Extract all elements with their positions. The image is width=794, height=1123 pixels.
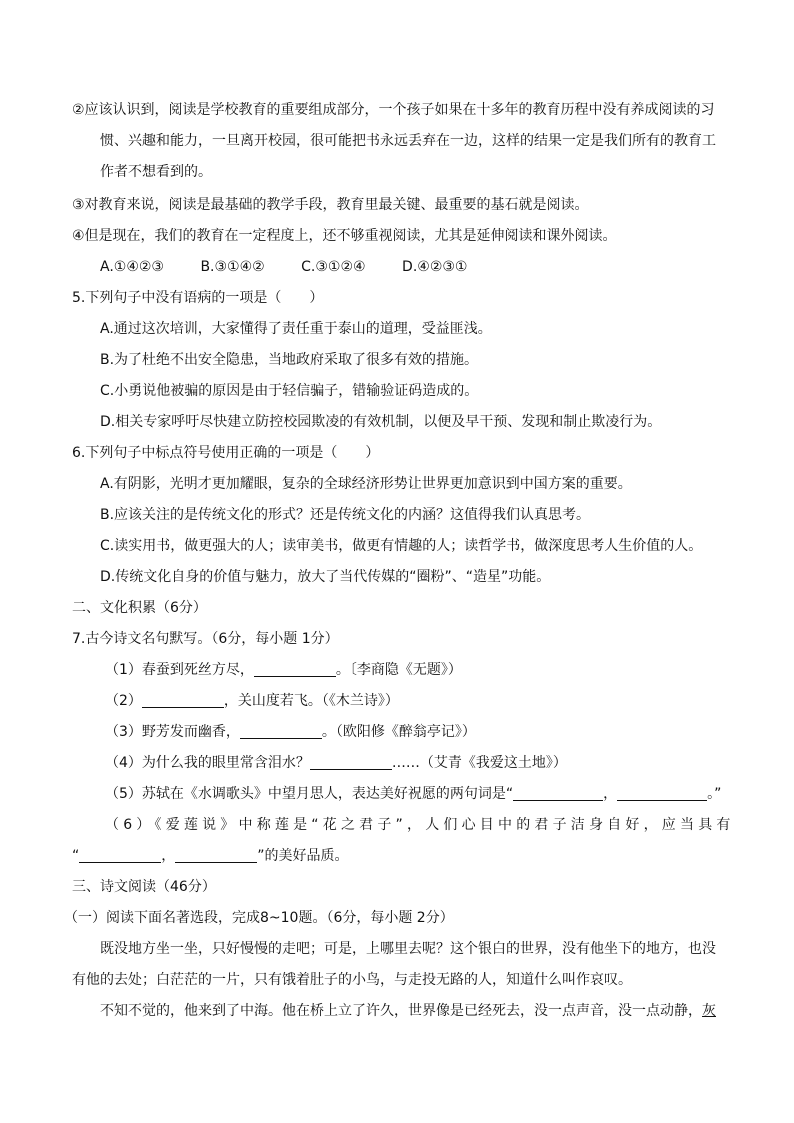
- q7-item-6-line-2: “ ， ”的美好品质。: [72, 848, 349, 864]
- q5-option-d[interactable]: D.相关专家呼吁尽快建立防控校园欺凌的有效机制，以便及早干预、发现和制止欺凌行为。: [100, 414, 662, 430]
- q4-option-b[interactable]: B.③①④②: [200, 259, 265, 275]
- q7-item-6-line-1: （6）《爱莲说》中称莲是“花之君子”，人们心目中的君子洁身自好，应当具有: [105, 817, 735, 833]
- answer-blank[interactable]: [617, 784, 707, 801]
- answer-blank[interactable]: [175, 846, 257, 863]
- q7-item-4: （4）为什么我的眼里常含泪水？ ……（艾青《我爱这土地》）: [105, 755, 567, 771]
- q4-option-d[interactable]: D.④②③①: [402, 259, 468, 275]
- q4-options: [100, 257, 467, 277]
- q4-sentence-4: ④但是现在，我们的教育在一定程度上，还不够重视阅读，尤其是延伸阅读和课外阅读。: [72, 228, 617, 244]
- q6-option-a[interactable]: A.有阴影，光明才更加耀眼，复杂的全球经济形势让世界更加意识到中国方案的重要。: [100, 476, 632, 492]
- q5-stem: 5.下列句子中没有语病的一项是（ ）: [72, 290, 324, 306]
- underlined-text: 灰: [702, 1003, 716, 1019]
- answer-blank[interactable]: [240, 722, 322, 739]
- q5-option-b[interactable]: B.为了杜绝不出安全隐患，当地政府采取了很多有效的措施。: [100, 352, 479, 368]
- q4-sentence-3: ③对教育来说，阅读是最基础的教学手段，教育里最关键、最重要的基石就是阅读。: [72, 197, 589, 213]
- q5-option-c[interactable]: C.小勇说他被骗的原因是由于轻信骗子，错输验证码造成的。: [100, 383, 479, 399]
- answer-blank[interactable]: [254, 660, 336, 677]
- q7-item-2: （2） ，关山度若飞。（《木兰诗》）: [105, 693, 399, 709]
- passage-para-1-line-2: 有他的去处；白茫茫的一片，只有饿着肚子的小鸟，与走投无路的人，知道什么叫作哀叹。: [72, 972, 632, 988]
- passage-para-1-line-1: 既没地方坐一坐，只好慢慢的走吧；可是，上哪里去呢？这个银白的世界，没有他坐下的地方，也没: [100, 941, 716, 957]
- answer-blank[interactable]: [79, 846, 161, 863]
- q4-sentence-2-line-2: 惯、兴趣和能力，一旦离开校园，很可能把书永远丢弃在一边，这样的结果一定是我们所有的教育工: [100, 133, 716, 149]
- answer-blank[interactable]: [142, 691, 224, 708]
- passage-para-2: 不知不觉的，他来到了中海。他在桥上立了许久，世界像是已经死去，没一点声音，没一点动静，灰: [100, 1003, 716, 1019]
- q6-option-b[interactable]: B.应该关注的是传统文化的形式？还是传统文化的内涵？这值得我们认真思考。: [100, 507, 591, 523]
- section-3-sub-1: （一）阅读下面名著选段，完成8~10题。（6分，每小题 2分）: [64, 910, 454, 926]
- q5-option-a[interactable]: A.通过这次培训，大家懂得了责任重于泰山的道理，受益匪浅。: [100, 321, 492, 337]
- q7-item-1: （1）春蚕到死丝方尽， 。〔李商隐《无题》）: [105, 662, 462, 678]
- q6-option-d[interactable]: D.传统文化自身的价值与魅力，放大了当代传媒的“圈粉”、“造星”功能。: [100, 569, 551, 585]
- q7-stem: 7.古今诗文名句默写。（6分，每小题 1分）: [72, 631, 339, 647]
- q4-sentence-2-line-1: ②应该认识到，阅读是学校教育的重要组成部分，一个孩子如果在十多年的教育历程中没有养成阅读的习: [72, 102, 715, 118]
- q7-item-3: （3）野芳发而幽香， 。（欧阳修《醉翁亭记》）: [105, 724, 476, 740]
- q6-option-c[interactable]: C.读实用书，做更强大的人；读审美书，做更有情趣的人；读哲学书，做深度思考人生价值的人。: [100, 538, 703, 554]
- section-3-title: 三、诗文阅读（46分）: [72, 879, 216, 895]
- answer-blank[interactable]: [513, 784, 603, 801]
- q4-sentence-2-line-3: 作者不想看到的。: [100, 164, 212, 180]
- q4-option-c[interactable]: C.③①②④: [301, 259, 366, 275]
- q4-option-a[interactable]: A.①④②③: [100, 259, 164, 275]
- q6-stem: 6.下列句子中标点符号使用正确的一项是（ ）: [72, 445, 380, 461]
- q7-item-5: （5）苏轼在《水调歌头》中望月思人，表达美好祝愿的两句词是“ ， 。”: [105, 786, 722, 802]
- answer-blank[interactable]: [310, 753, 392, 770]
- section-2-title: 二、文化积累（6分）: [72, 600, 207, 616]
